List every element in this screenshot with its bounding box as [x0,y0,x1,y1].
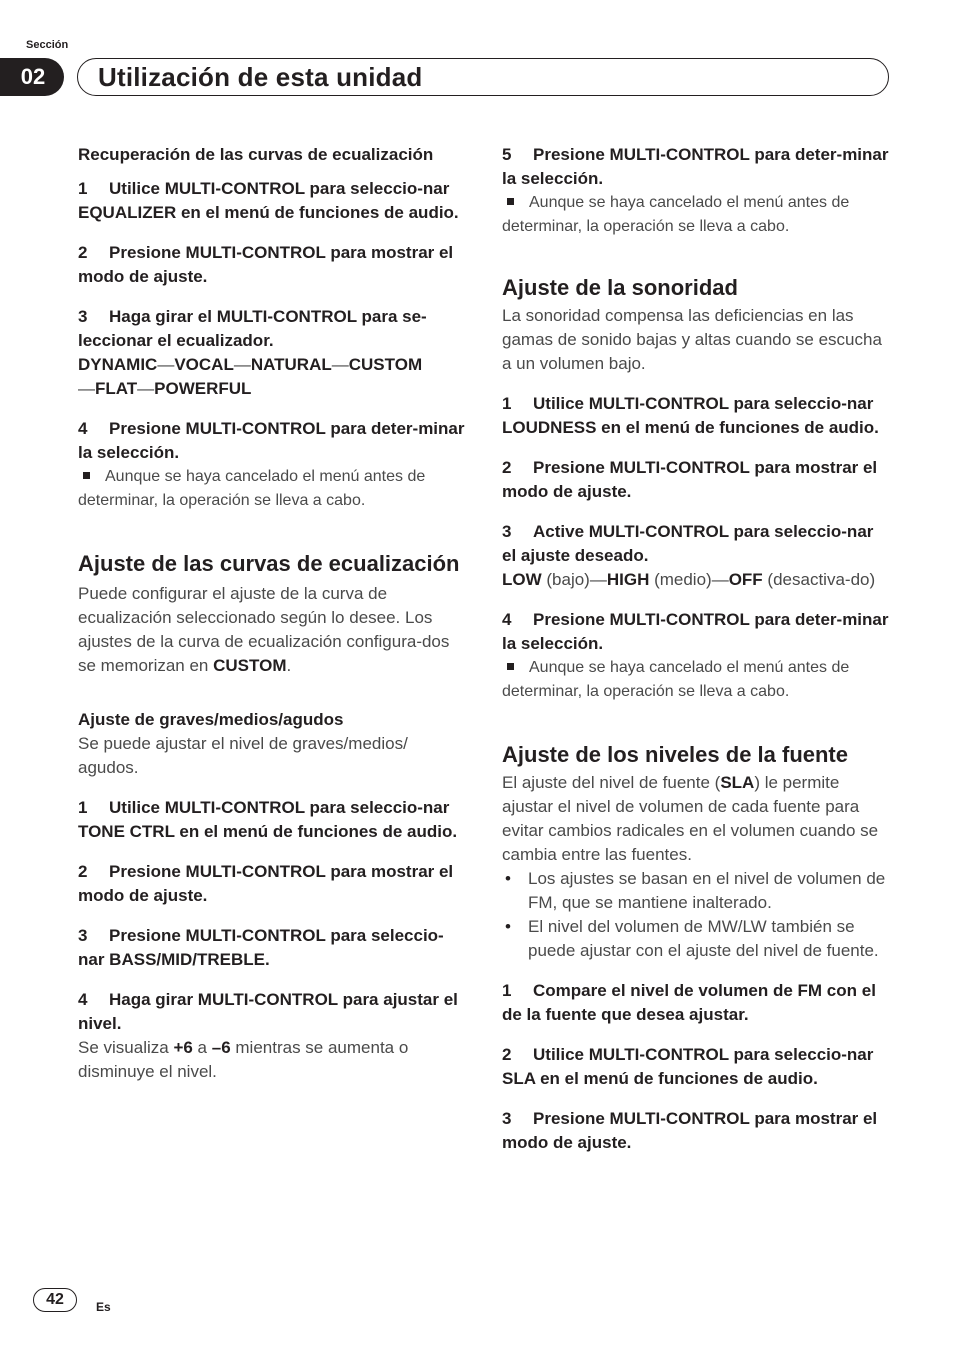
step: 1 Utilice MULTI-CONTROL para seleccio-nar EQUALIZER en el menú de funciones de audio. [78,179,459,222]
sonoridad-heading: Ajuste de la sonoridad [502,275,738,300]
sonoridad-body: La sonoridad compensa las deficiencias en las gamas de sonido bajas y altas cuando se escucha a un volumen bajo. [502,306,882,373]
step: 3 Presione MULTI-CONTROL para mostrar el modo de ajuste. [502,1109,878,1152]
section-number-badge: 02 [0,58,64,96]
step: 3 Presione MULTI-CONTROL para seleccio-nar BASS/MID/TREBLE. [78,926,444,969]
right-column [502,143,890,1155]
ajuste-curvas-body: Puede configurar el ajuste de la curva de ecualización seleccionado según lo desee. Los ajustes de la curva de ecualización configura-dos se memorizan en CUSTOM. [78,584,450,675]
section-label: Sección [26,39,69,51]
page-number: 42 [33,1288,77,1312]
graves-heading: Ajuste de graves/medios/agudos [78,710,344,729]
note: Aunque se haya cancelado el menú antes de determinar, la operación se lleva a cabo. [502,659,850,700]
step: 2 Presione MULTI-CONTROL para mostrar el modo de ajuste. [78,862,454,905]
step: 1 Utilice MULTI-CONTROL para seleccio-nar TONE CTRL en el menú de funciones de audio. [78,798,458,841]
chapter-title: Utilización de esta unidad [98,61,423,92]
step: 3 Active MULTI-CONTROL para seleccio-nar el ajuste deseado. [502,522,874,565]
bullet-dot-icon: • [505,917,511,936]
note: Aunque se haya cancelado el menú antes de determinar, la operación se lleva a cabo. [502,194,850,235]
niveles-body: El ajuste del nivel de fuente (SLA) le permite ajustar el nivel de volumen de cada fuente para evitar cambios radicales en el volumen cuando se cambia entre las fuentes. [502,773,879,864]
step: 5 Presione MULTI-CONTROL para deter-minar la selección. [502,145,889,188]
note: Aunque se haya cancelado el menú antes de determinar, la operación se lleva a cabo. [78,468,426,509]
language-code: Es [96,1300,111,1314]
step: 3 Haga girar el MULTI-CONTROL para se-leccionar el ecualizador. [78,307,427,350]
recuperacion-heading: Recuperación de las curvas de ecualización [78,145,434,164]
graves-body: Se puede ajustar el nivel de graves/medios/ agudos. [78,734,408,777]
bullet-item: • El nivel del volumen de MW/LW también se puede ajustar con el ajuste del nivel de fuente. [502,915,890,963]
range-text: Se visualiza +6 a –6 mientras se aumenta o disminuye el nivel. [78,1038,409,1081]
ajuste-curvas-heading: Ajuste de las curvas de ecualización [78,551,460,576]
bullet-dot-icon: • [505,869,511,888]
step: 1 Compare el nivel de volumen de FM con el de la fuente que desea ajustar. [502,981,876,1024]
chapter-title-box [77,58,889,96]
bullet-item: • Los ajustes se basan en el nivel de volumen de FM, que se mantiene inalterado. [502,867,890,915]
equalizer-sequence: DYNAMIC—VOCAL—NATURAL—CUSTOM —FLAT—POWERFUL [78,355,423,398]
loudness-options: LOW (bajo)—HIGH (medio)—OFF (desactiva-do) [502,570,876,589]
step: 1 Utilice MULTI-CONTROL para seleccio-nar LOUDNESS en el menú de funciones de audio. [502,394,879,437]
square-bullet-icon [507,198,514,205]
step: 4 Haga girar MULTI-CONTROL para ajustar el nivel. [78,990,458,1033]
step: 2 Utilice MULTI-CONTROL para seleccio-nar SLA en el menú de funciones de audio. [502,1045,874,1088]
square-bullet-icon [83,472,90,479]
step: 4 Presione MULTI-CONTROL para deter-minar la selección. [502,610,889,653]
step: 4 Presione MULTI-CONTROL para deter-minar la selección. [78,419,465,462]
left-column [78,143,466,1084]
square-bullet-icon [507,663,514,670]
niveles-heading: Ajuste de los niveles de la fuente [502,742,848,767]
step: 2 Presione MULTI-CONTROL para mostrar el modo de ajuste. [78,243,454,286]
step: 2 Presione MULTI-CONTROL para mostrar el modo de ajuste. [502,458,878,501]
